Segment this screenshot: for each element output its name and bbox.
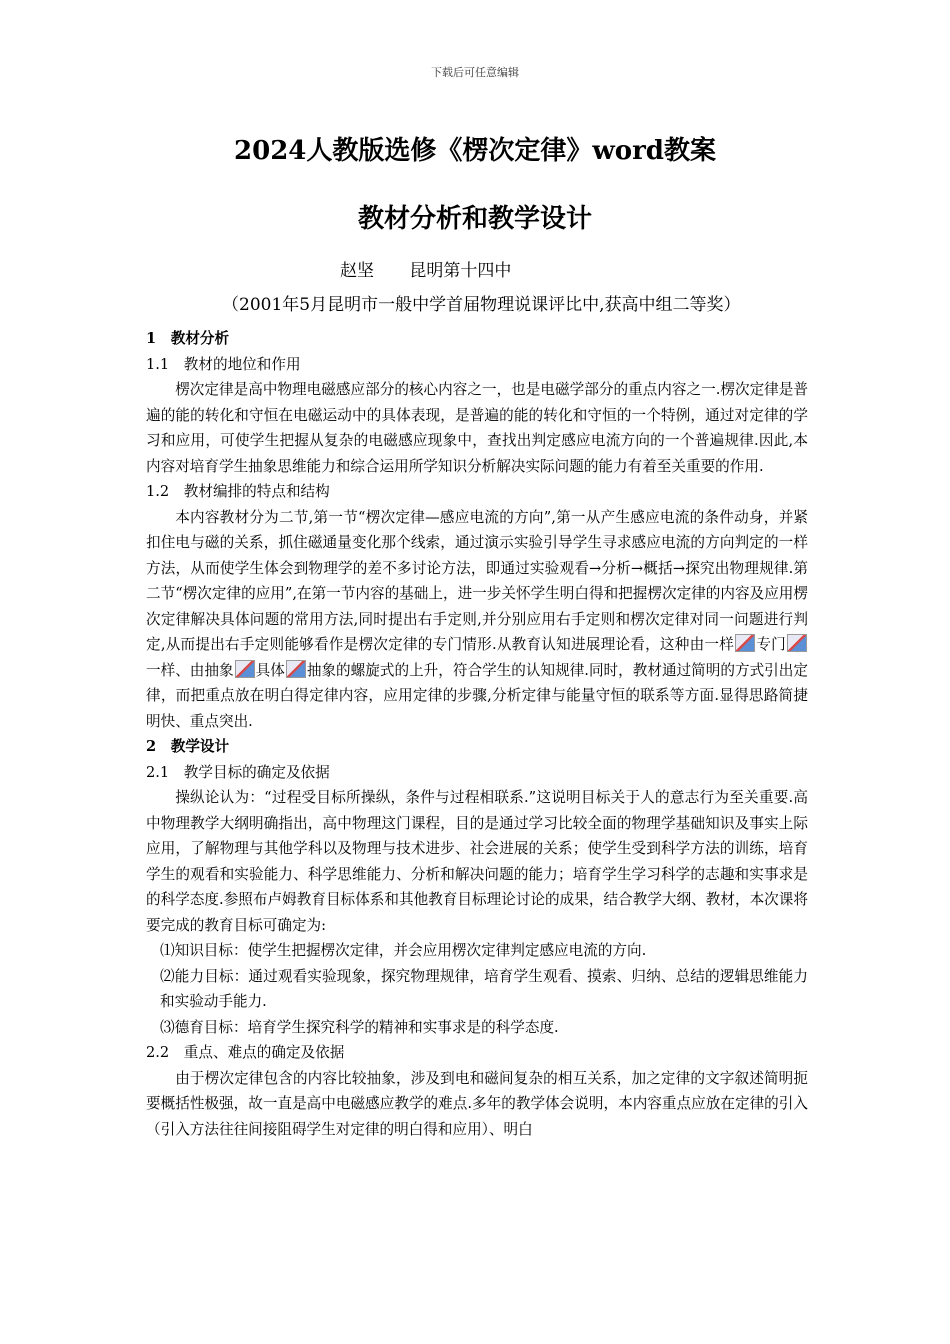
text-run: 抽象的螺旋式的上升，符合学生的认知规律.同时，教材通过简明的方式引出定律，而把重点放在明白得定律内容，应用定律的步骤,分析定律与能量守恒的联系等方面.显得思路简捷明快、重点突出. xyxy=(146,661,808,730)
goal-item: ⑶德育目标：培育学生探究科学的精神和实事求是的科学态度. xyxy=(160,1018,559,1036)
text-run: 专门 xyxy=(756,636,786,653)
author-school: 昆明第十四中 xyxy=(409,261,512,281)
broken-image-icon xyxy=(735,634,755,652)
goal-item: ⑴知识目标：使学生把握楞次定律，并会应用楞次定律判定感应电流的方向. xyxy=(160,942,647,959)
text-run: 本内容教材分为二节,第一节“楞次定律—感应电流的方向”,第一从产生感应电流的条件动身，并紧扣住电与磁的关系，抓住磁通量变化那个线索，通过演示实验引导学生寻求感应电流的方向判定的一样方法，从而使学生体会到物理学的差不多讨论方法，即通过实验观看→分析→概括→探究出物理规律.第二节“楞次定律的应用”,在第一节内容的基础上，进一步关怀学生明白得和把握楞次定律的内容及应用楞次定律解决具体问题的常用方法,同时提出右手定则,并分别应用右手定则和楞次定律对同一问题进行判定,从而提出右手定则能够看作是楞次定律的专门情形.从教育认知进展理论看，这种由一样 xyxy=(146,508,808,653)
paragraph xyxy=(146,505,808,735)
paragraph: 操纵论认为：“过程受目标所操纵，条件与过程相联系.”这说明目标关于人的意志行为至关重要.高中物理教学大纲明确指出，高中物理这门课程，目的是通过学习比较全面的物理学基础知识及事实上际应用，了解物理与其他学科以及物理与技术进步、社会进展的关系；使学生受到科学方法的训练，培育学生的观看和实验能力、科学思维能力、分析和解决问题的能力；培育学生学习科学的志趣和实事求是的科学态度.参照布卢姆教育目标体系和其他教育目标理论讨论的成果，结合教学大纲、教材，本次课将要完成的教育目标可确定为: xyxy=(146,789,809,934)
document-body xyxy=(146,326,808,1142)
page-header: 下载后可任意编辑 xyxy=(431,66,519,79)
award-note: （2001年5月昆明市一般中学首届物理说课评比中,获高中组二等奖） xyxy=(222,295,741,315)
text-run: 具体 xyxy=(255,661,285,679)
document-subtitle: 教材分析和教学设计 xyxy=(357,204,592,234)
goal-item: ⑵能力目标：通过观看实验现象，探究物理规律，培育学生观看、摸索、归纳、总结的逻辑思维能力和实验动手能力. xyxy=(160,967,808,1010)
document-title: 2024人教版选修《楞次定律》word教案 xyxy=(234,136,716,166)
author-line xyxy=(340,256,541,281)
section-heading: 1 教材分析 xyxy=(146,330,230,347)
author-name: 赵坚 xyxy=(340,261,374,281)
subsection-heading: 1.1 教材的地位和作用 xyxy=(146,355,301,373)
paragraph: 由于楞次定律包含的内容比较抽象，涉及到电和磁间复杂的相互关系，加之定律的文字叙述简明扼要概括性极强，故一直是高中电磁感应教学的难点.多年的教学体会说明，本内容重点应放在定律的引入（引入方法往往间接阻碍学生对定律的明白得和应用）、明白 xyxy=(146,1069,808,1138)
broken-image-icon xyxy=(235,660,255,678)
paragraph: 楞次定律是高中物理电磁感应部分的核心内容之一，也是电磁学部分的重点内容之一.楞次定律是普遍的能的转化和守恒在电磁运动中的具体表现，是普遍的能的转化和守恒的一个特例，通过对定律的学习和应用，可使学生把握从复杂的电磁感应现象中，查找出判定感应电流方向的一个普遍规律.因此,本内容对培育学生抽象思维能力和综合运用所学知识分析解决实际问题的能力有着至关重要的作用. xyxy=(146,381,808,475)
section-heading: 2 教学设计 xyxy=(146,738,230,755)
broken-image-icon xyxy=(787,634,807,652)
subsection-heading: 1.2 教材编排的特点和结构 xyxy=(146,483,330,500)
subsection-heading: 2.1 教学目标的确定及依据 xyxy=(146,763,330,781)
text-run: 一样、由抽象 xyxy=(146,661,234,679)
subsection-heading: 2.2 重点、难点的确定及依据 xyxy=(146,1044,345,1061)
broken-image-icon xyxy=(286,660,306,678)
